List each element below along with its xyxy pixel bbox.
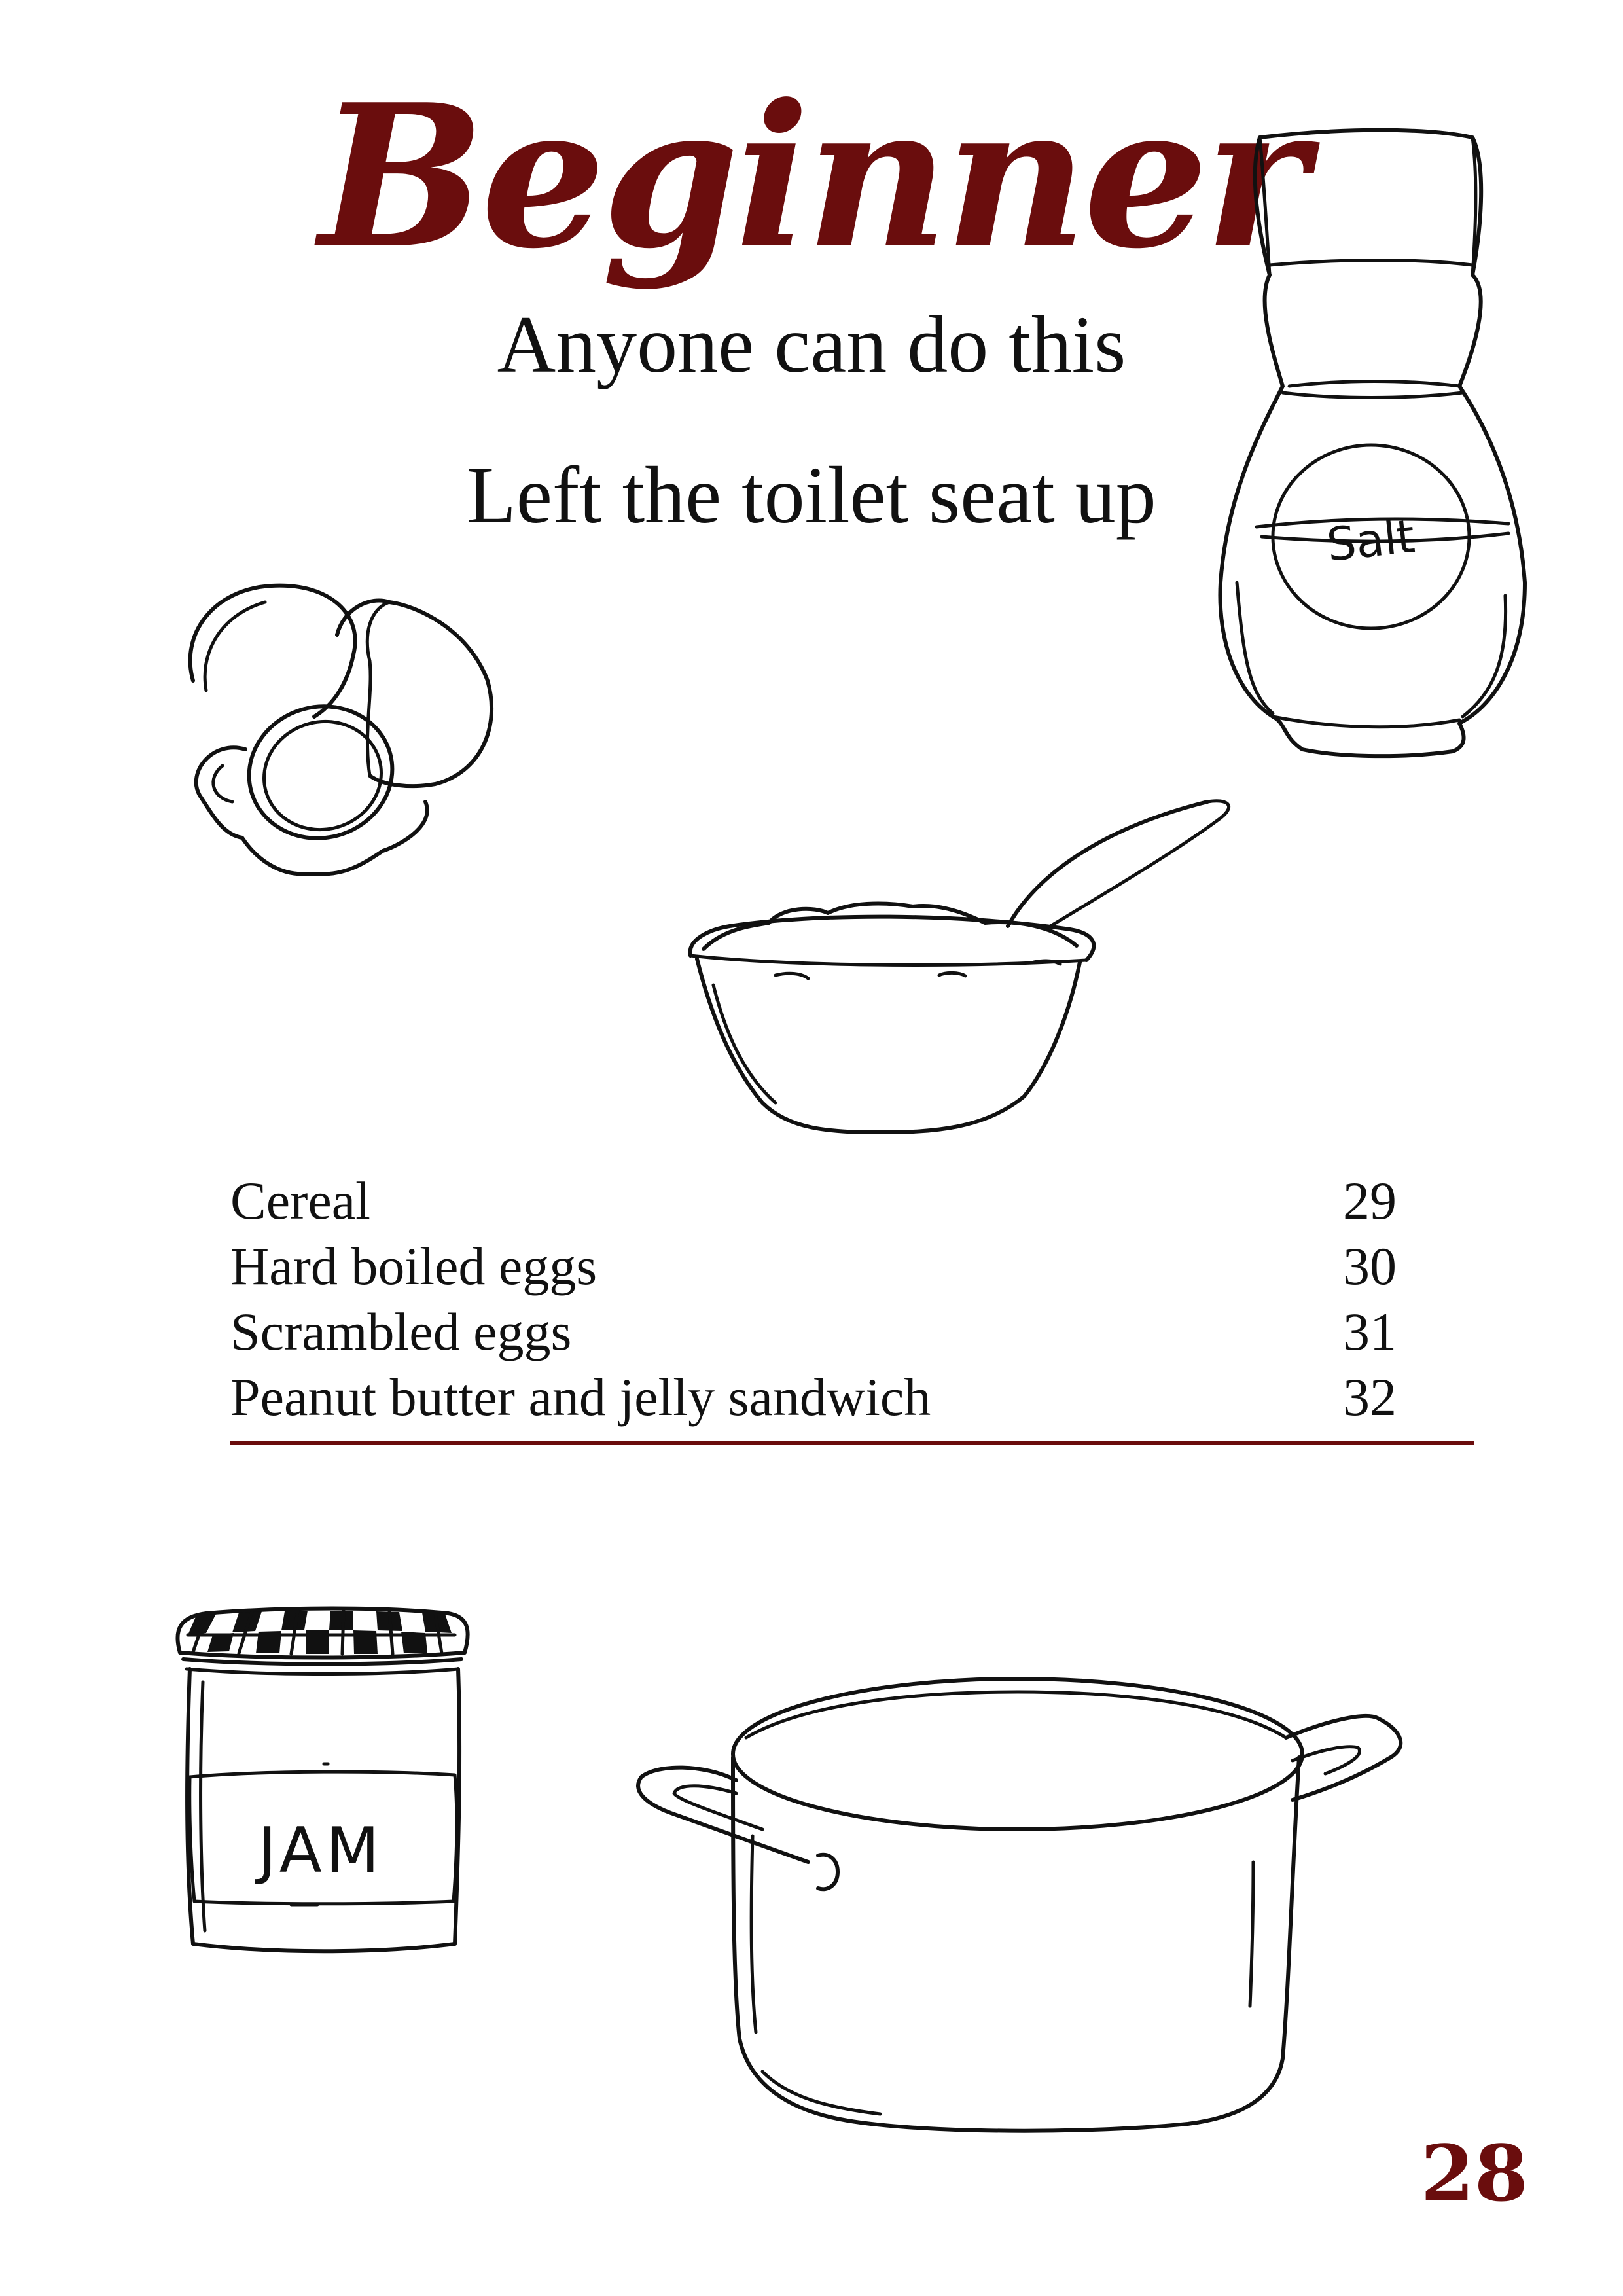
page-title: Beginner (319, 61, 1304, 292)
toc-item-name: Peanut butter and jelly sandwich (230, 1367, 931, 1427)
toc-item-page: 30 (1343, 1236, 1397, 1296)
page-tagline: Left the toilet seat up (467, 450, 1156, 540)
checkered-lid (188, 1611, 455, 1654)
toc-item-name: Cereal (230, 1171, 370, 1230)
toc-row[interactable] (230, 1365, 1474, 1430)
table-of-contents (230, 1168, 1474, 1445)
jam-label: JAM (258, 1815, 383, 1887)
toc-divider (230, 1441, 1474, 1445)
toc-item-page: 29 (1343, 1171, 1397, 1230)
salt-shaker-icon (1211, 124, 1538, 769)
porridge-bowl-icon (684, 789, 1103, 1136)
eggs-icon (173, 576, 514, 887)
toc-row[interactable] (230, 1299, 1474, 1365)
page-number: 28 (1420, 2128, 1528, 2219)
salt-label: Salt (1324, 509, 1418, 572)
toc-row[interactable] (230, 1168, 1474, 1234)
toc-item-name: Scrambled eggs (230, 1302, 572, 1361)
toc-item-name: Hard boiled eggs (230, 1236, 597, 1296)
cooking-pot-icon (632, 1666, 1414, 2163)
page-subtitle: Anyone can do this (497, 300, 1126, 389)
toc-item-page: 32 (1343, 1367, 1397, 1427)
jam-jar-icon (167, 1597, 474, 1964)
toc-row[interactable] (230, 1234, 1474, 1299)
toc-item-page: 31 (1343, 1302, 1397, 1361)
